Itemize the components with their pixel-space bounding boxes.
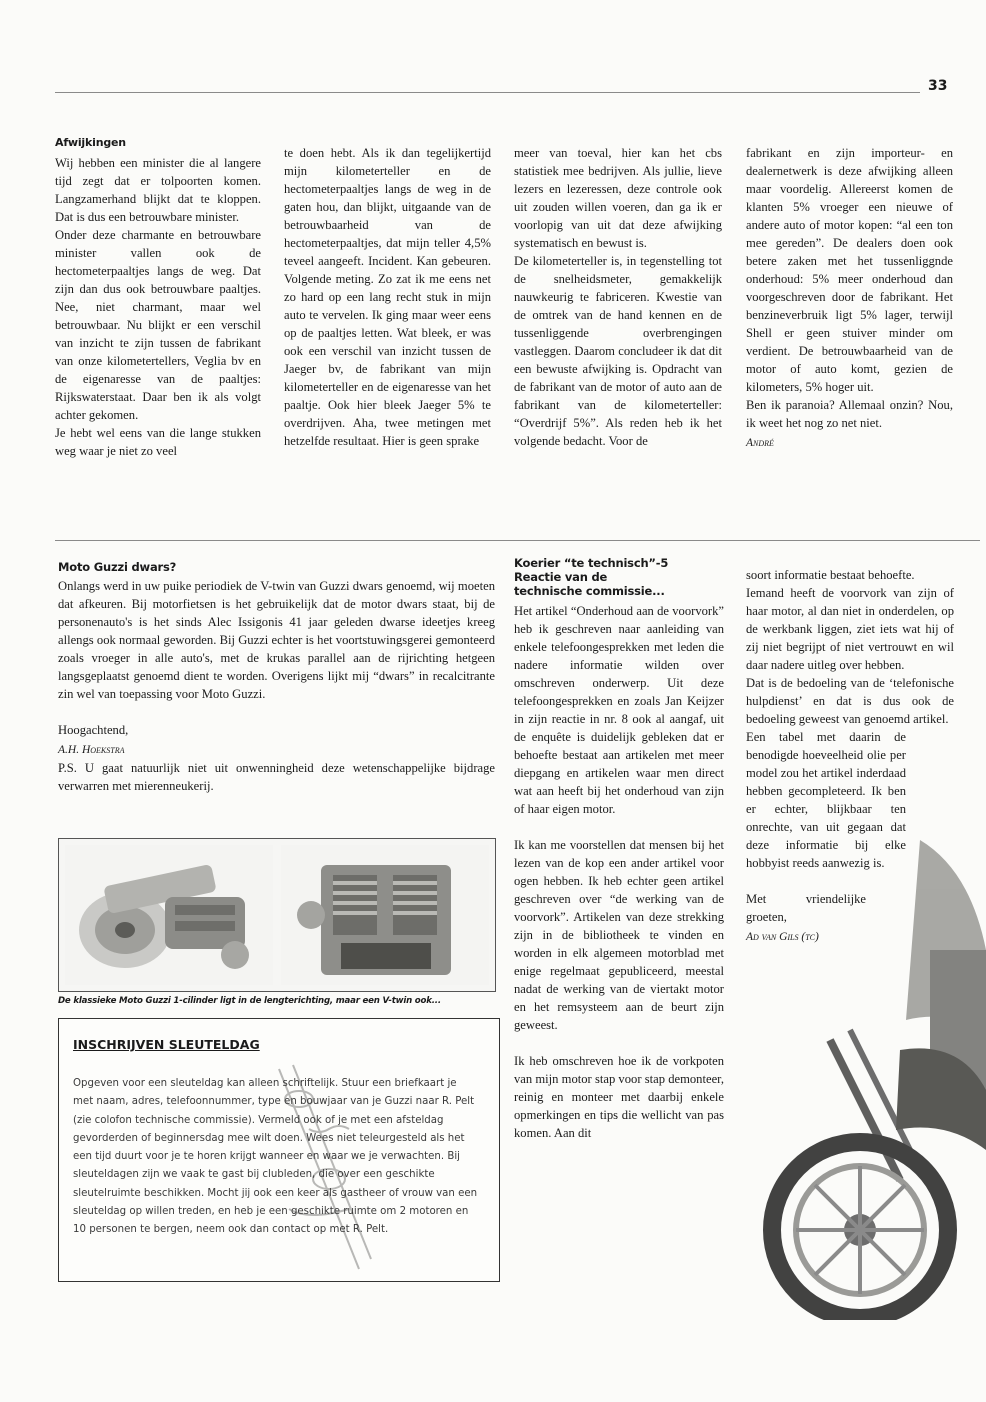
author-signature: Ad van Gils (tc)	[746, 931, 819, 943]
photo-caption: De klassieke Moto Guzzi 1-cilinder ligt in de lengterichting, maar een V-twin ook...	[58, 996, 441, 1006]
engine-photos	[58, 838, 496, 992]
page-number: 33	[928, 78, 948, 94]
box-text: Opgeven voor een sleuteldag kan alleen schriftelijk. Stuur een briefkaart je met naam, adres, telefoonnummer, type en bouwjaar van je Guzzi naar R. Pelt (zie colofon technische commissie). Vermeld ook of je met een afsteldag gevorderden of beginnersdag mee wilt doen. Wees niet teleurgesteld als het een tijd duurt voor je te horen krijgt wanneer en waar we je verwachten. Bij sleuteldagen zijn we vaak te gast bij clubleden, die over een geschikte sleutelruimte beschikken. Mocht jij ook een keer als gastheer of vrouw van een sleuteldag op willen treden, en heb je een geschikte ruimte om 2 motoren en 10 personen te bergen, neem ook dan contact op met R. Pelt.	[73, 1078, 478, 1236]
article-heading: Moto Guzzi dwars?	[58, 560, 177, 574]
paragraph: soort informatie bestaat behoefte.	[746, 568, 915, 582]
paragraph: Wij hebben een minister die al langere tijd zegt dat er tolpoorten komen. Langzamerhand blijkt dat te kloppen. Dat is dus een betrouwbare minister.	[55, 156, 261, 224]
single-cylinder-engine-photo	[65, 845, 273, 985]
section-rule	[55, 540, 980, 541]
article-afwijkingen-col4	[746, 144, 953, 452]
article-koerier-col4	[746, 566, 954, 946]
top-rule	[55, 92, 920, 93]
author-signature: A.H. Hoekstra	[58, 744, 125, 756]
greeting: Hoogachtend,	[58, 723, 129, 737]
heading-line: Reactie van de	[514, 570, 608, 584]
paragraph: Je hebt wel eens van die lange stukken weg waar je niet zo veel	[55, 426, 261, 458]
paragraph: Ik kan me voorstellen dat mensen bij het lezen van de kop een ander artikel voor ogen hebben. Ik heb echter geen artikel geschreven over “de werking van de voorvork”. Artikelen van deze strekking zijn in de bibliotheek te vinden en worden in elk algemeen motorblad met enige regelmaat gepubliceerd, meestal nadat de werking van de viertakt motor en het remsysteem aan de beurt zijn geweest.	[514, 838, 724, 1032]
v-twin-engine-photo	[281, 845, 489, 985]
article-afwijkingen-col1	[55, 136, 261, 460]
article-koerier-col3	[514, 556, 724, 1142]
heading-line: technische commissie...	[514, 584, 665, 598]
paragraph: Dat is de bedoeling van de ‘telefonische hulpdienst’ en dat is dus ook de bedoeling geweest van genoemd artikel.	[746, 676, 954, 726]
paragraph: te doen hebt. Als ik dan tegelijkertijd mijn kilometerteller en de hectometerpaaltjes langs de weg in de gaten hou, dan blijkt, uitgaande van de betrouwbaarheid van de hectometerpaaltjes, dat mijn teller 4,5% teveel aangeeft. Incident. Kan gebeuren. Volgende meting. Zo zat ik me eens net zo hard op een lang recht stuk in mijn auto te vervelen. Ik ging maar weer eens op de paaltjes letten. Wat bleek, er was ook een verschil van inzicht tussen de Jaeger bv, de fabrikant van mijn kilometerteller en de eigenaresse van het paaltje. Ook hier bleek Jaeger 5% te overdrijven. Aha, twee metingen met hetzelfde resultaat. Hier is geen sprake	[284, 146, 491, 448]
postscript: P.S. U gaat natuurlijk niet uit onwenningheid deze wetenschappelijke bijdrage verwarren met mierenneukerij.	[58, 761, 495, 793]
article-moto-guzzi-dwars	[58, 560, 495, 795]
paragraph: Ik heb omschreven hoe ik de vorkpoten van mijn motor stap voor stap demonteer, reinig en monteer met daarbij enkele opmerkingen en tips die wellicht van pas komen. Aan dit	[514, 1054, 724, 1140]
paragraph: De kilometerteller is, in tegenstelling tot de snelheidsmeter, gemakkelijk nauwkeurig te fabriceren. Kwestie van de omtrek van de hand kennen en de tussenliggende overbrengingen vastleggen. Daarom concludeer ik dat dit een bewuste afwijking is. Opdracht van de fabrikant van de motor of auto aan de fabrikant van de kilometerteller: “Overdrijf 5%”. Als reden heb ik het volgende bedacht. Voor de	[514, 254, 722, 448]
box-title: INSCHRIJVEN SLEUTELDAG	[73, 1037, 260, 1052]
closing: Met vriendelijke groeten,	[746, 892, 866, 924]
paragraph: Onlangs werd in uw puike periodiek de V-twin van Guzzi dwars genoemd, wij moeten dat afkeuren. Bij motorfietsen is het gebruikelijk dat de motor dwars staat, bij de personenauto's is het sinds Alec Issigonis 41 jaar geleden dwarse ideetjes kreeg allengs ook normaal geworden. Bij Guzzi echter is het voortstuwingsgerei gemonteerd zoals vroeger in alle auto's, met de krukas parallel aan de rijrichting hetgeen langsgeplaatst genoemd dient te worden. Overigens lijkt mij “dwars” in recalcitrante zin wel van toepassing voor Moto Guzzi.	[58, 579, 495, 701]
paragraph: Het artikel “Onderhoud aan de voorvork” heb ik geschreven naar aanleiding van enkele telefoongesprekken met leden die nadere informatie wilden over omschreven onderwerp. Uit deze telefoongesprekken en zoals Jan Keijzer in zijn reactie in nr. 8 ook al aangaf, uit de enquête is duidelijk gebleken dat er behoefte bestaat aan artikelen met meer diepgang en artikelen waar men direct wat aan heeft bij het onderhoud van zijn of haar eigen motor.	[514, 604, 724, 816]
paragraph: Onder deze charmante en betrouwbare minister vallen ook de hectometerpaaltjes langs de weg. Dat zijn dan dus ook betrouwbare paaltjes. Nee, niet charmant, maar wel betrouwbaar. Nu blijkt er een verschil van inzicht te zijn tussen de fabrikant van onze kilometertellers, Veglia bv en de eigenaresse van de paaltjes: Rijkswaterstaat. Daar ben ik als volgt achter gekomen.	[55, 228, 261, 422]
article-heading	[514, 556, 724, 598]
article-afwijkingen-col3	[514, 144, 722, 450]
paragraph: fabrikant en zijn importeur- en dealernetwerk is deze afwijking alleen maar voordelig. Allereerst komen de klanten 5% vroeger een nieuwe of andere auto of motor kopen: “al een ton mee gereden”. De dealers doen ook betere zaken met het tussenliggnde onderhoud: 5% meer onderhoud dan voorgeschreven door de fabrikant. Het benzineverbruik ligt 5% lager, terwijl Shell er geen stuiver minder om verdient. De betrouwbaarheid van de motor of auto komt, gezien de kilometers, 5% hoger uit.	[746, 146, 953, 394]
article-heading: Afwijkingen	[55, 136, 126, 149]
paragraph: Iemand heeft de voorvork van zijn of haar motor, al dan niet in onderdelen, op de werkbank liggen, ziet iets wat hij of zij niet begrijpt of niet vertrouwt en wil daar nadere uitleg over hebben.	[746, 586, 954, 672]
heading-line: Koerier “te technisch”-5	[514, 556, 669, 570]
article-afwijkingen-col2	[284, 144, 491, 450]
author-signature: André	[746, 437, 774, 449]
paragraph: Een tabel met daarin de benodigde hoeveelheid olie per model zou het artikel inderdaad hebben gecompleteerd. Ik ben er echter, blijkbaar ten onrechte, van uit gegaan dat deze informatie bij elke hobbyist reeds aanwezig is.	[746, 730, 906, 870]
paragraph: Ben ik paranoia? Allemaal onzin? Nou, ik weet het nog zo net niet.	[746, 398, 953, 430]
sleuteldag-box	[58, 1018, 500, 1282]
paragraph: meer van toeval, hier kan het cbs statistiek mee bedrijven. Als jullie, lieve lezers en lezeressen, deze controle ook uit zouden willen voeren, dan ga ik er voorlopig van uit dat deze afwijking systematisch en bewust is.	[514, 146, 722, 250]
